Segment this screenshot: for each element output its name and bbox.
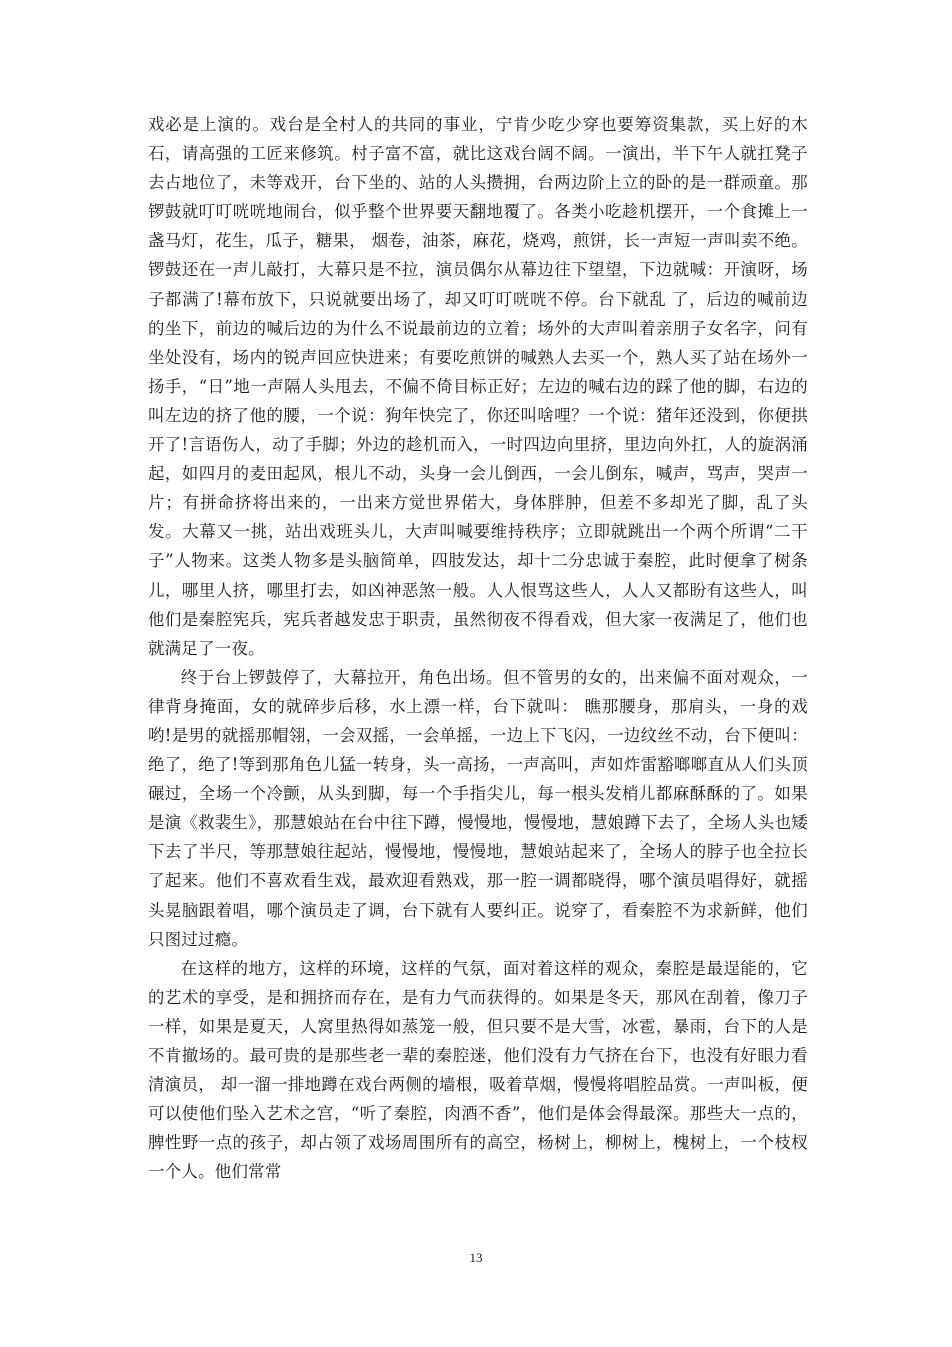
page-number: 13 bbox=[469, 1250, 483, 1265]
paragraph-2: 终于台上锣鼓停了，大幕拉开，角色出场。但不管男的女的，出来偏不面对观众，一律背身掩面，女的就碎步后移，水上漂一样，台下就叫： 瞧那腰身，那肩头，一身的戏哟!是男的就摇那帽翎，一会双摇，一会单摇，一边上下飞闪，一边纹丝不动，台下便叫：绝了，绝了!等到那角色儿猛一转身，头一高扬，一声高叫，声如炸雷豁啷啷直从人们头顶碾过，全场一个冷颤，从头到脚，每一个手指尖儿，每一根头发梢儿都麻酥酥的了。如果是演《救裴生》，那慧娘站在台中往下蹲，慢慢地，慢慢地，慧娘蹲下去了，全场人头也矮下去了半尺，等那慧娘往起站，慢慢地，慢慢地，慧娘站起来了，全场人的脖子也全拉长了起来。他们不喜欢看生戏，最欢迎看熟戏，那一腔一调都晓得，哪个演员唱得好，就摇头晃脑跟着唱，哪个演员走了调，台下就有人要纠正。说穿了，看秦腔不为求新鲜，他们只图过过瘾。 bbox=[148, 667, 808, 949]
paragraph-3: 在这样的地方，这样的环境，这样的气氛，面对着这样的观众，秦腔是最逞能的，它的艺术的享受，是和拥挤而存在，是有力气而获得的。如果是冬天，那风在刮着，像刀子一样，如果是夏天，人窝里热得如蒸笼一般，但只要不是大雪，冰雹，暴雨，台下的人是不肯撤场的。最可贵的是那些老一辈的秦腔迷，他们没有力气挤在台下，也没有好眼力看清演员， 却一溜一排地蹲在戏台两侧的墙根，吸着草烟，慢慢将唱腔品赏。一声叫板，便可以使他们坠入艺术之宫，“听了秦腔，肉酒不香”，他们是体会得最深。那些大一点的，脾性野一点的孩子，却占领了戏场周围所有的高空，杨树上，柳树上，槐树上，一个枝杈一个人。他们常常 bbox=[148, 958, 808, 1182]
page-body bbox=[148, 110, 808, 1186]
paragraph-1: 戏必是上演的。戏台是全村人的共同的事业，宁肯少吃少穿也要筹资集款，买上好的木石，请高强的工匠来修筑。村子富不富，就比这戏台阔不阔。一演出，半下午人就扛凳子去占地位了，未等戏开，台下坐的、站的人头攒拥，台两边阶上立的卧的是一群顽童。那锣鼓就叮叮咣咣地闹台，似乎整个世界要天翻地覆了。各类小吃趁机摆开，一个食摊上一盏马灯，花生，瓜子，糖果， 烟卷，油茶，麻花，烧鸡，煎饼，长一声短一声叫卖不绝。锣鼓还在一声儿敲打，大幕只是不拉，演员偶尔从幕边往下望望，下边就喊：开演呀，场子都满了!幕布放下，只说就要出场了，却又叮叮咣咣不停。台下就乱 了，后边的喊前边的坐下，前边的喊后边的为什么不说最前边的立着；场外的大声叫着亲朋子女名字，问有坐处没有，场内的锐声回应快进来；有要吃煎饼的喊熟人去买一个，熟人买了站在场外一扬手，“日”地一声隔人头甩去，不偏不倚目标正好；左边的喊右边的踩了他的脚，右边的叫左边的挤了他的腰，一个说：狗年快完了，你还叫啥哩？一个说：猪年还没到，你便拱开了!言语伤人，动了手脚；外边的趁机而入，一时四边向里挤，里边向外扛，人的旋涡涌起，如四月的麦田起风，根儿不动，头身一会儿倒西，一会儿倒东，喊声，骂声，哭声一片；有拼命挤将出来的，一出来方觉世界偌大，身体胖肿，但差不多却光了脚，乱了头发。大幕又一挑，站出戏班头儿，大声叫喊要维持秩序；立即就跳出一个两个所谓“二干子”人物来。这类人物多是头脑简单，四肢发达，却十二分忠诚于秦腔，此时便拿了树条儿，哪里人挤，哪里打去，如凶神恶煞一般。人人恨骂这些人，人人又都盼有这些人，叫他们是秦腔宪兵，宪兵者越发忠于职责，虽然彻夜不得看戏，但大家一夜满足了，他们也就满足了一夜。 bbox=[148, 115, 808, 658]
